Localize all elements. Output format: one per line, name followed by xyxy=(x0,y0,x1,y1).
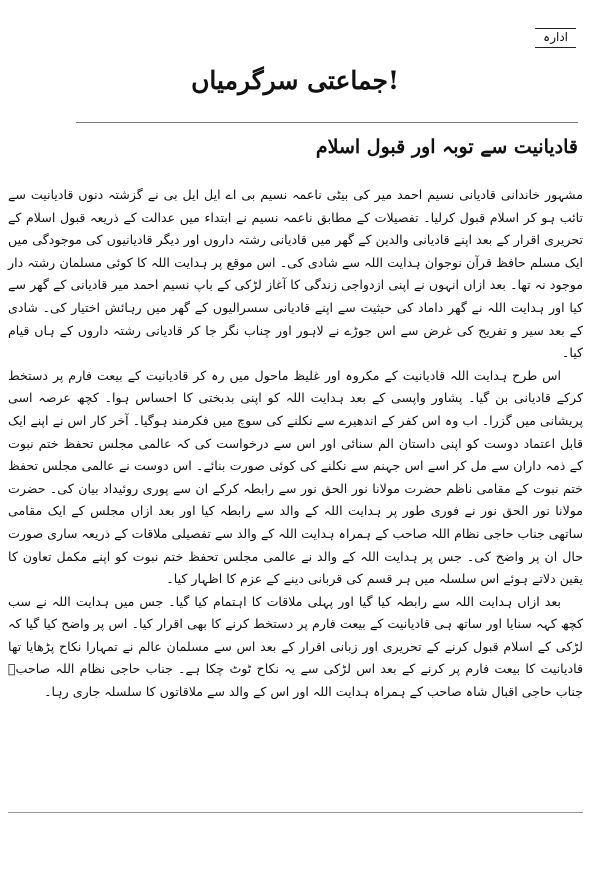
article-subheading: قادیانیت سے توبہ اور قبول اسلام xyxy=(315,136,578,158)
divider-bottom xyxy=(8,812,583,813)
paragraph-1: مشہور خاندانی قادیانی نسیم احمد میر کی بیٹی ناعمہ نسیم بی اے ایل ایل بی نے گزشتہ دنوں قادیانیت سے تائب ہو کر اسلام قبول کرلیا۔ تفصیلات کے مطابق ناعمہ نسیم نے ابتداء میں عدالت کے ذریعہ قبول اسلام کے تحریری اقرار کے بعد اپنے قادیانی والدین کے گھر میں قادیانی رشتہ داروں اور دیگر قادیانیوں کی موجودگی میں ایک مسلم حافظ قرآن نوجوان ہدایت اللہ سے شادی کی۔ اس موقع پر ہدایت اللہ کا کوئی مسلمان رشتہ دار موجود نہ تھا۔ بعد ازاں انہوں نے اپنی ازدواجی زندگی کا آغاز لڑکی کے باپ نسیم احمد میر قادیانی کے گھر سے کیا اور ہدایت اللہ نے گھر داماد کی حیثیت سے اپنے قادیانی سسرالیوں کے گھر میں رہائش اختیار کی۔ شادی کے بعد سیر و تفریح کی غرض سے اس جوڑے نے لاہور اور چناب نگر جا کر قادیانی رشتہ داروں کے ہاں قیام کیا۔ xyxy=(8,187,584,361)
article-body xyxy=(8,184,583,704)
divider-top xyxy=(76,122,578,123)
page-title: جماعتی سرگرمیاں! xyxy=(191,66,399,95)
paragraph-2: اس طرح ہدایت اللہ قادیانیت کے مکروہ اور غلیظ ماحول میں رہ کر قادیانیت کے بیعت فارم پر دستخط کرکے قادیانی بن گیا۔ پشاور واپسی کے بعد ہدایت اللہ کو اپنی بدبختی کا احساس ہوا۔ کچھ عرصہ اسی پریشانی میں گزرا۔ اب وہ اس کفر کے اندھیرے سے نکلنے کی سوچ میں فکرمند ہوگیا۔ آخر کار اس نے اپنے ایک قابل اعتماد دوست کو اپنی داستان الم سنائی اور اس سے درخواست کی کہ عالمی مجلس تحفظ ختم نبوت کے ذمہ داران سے مل کر اسے اس جہنم سے نکلنے کی کوئی صورت بنائے۔ اس دوست نے عالمی مجلس تحفظ ختم نبوت کے مقامی ناظم حضرت مولانا نور الحق نور سے رابطہ کرکے ان سے پوری روئیداد بیان کی۔ حضرت مولانا نور الحق نور نے فوری طور پر ہدایت اللہ کے والد سے رابطہ کیا اور بعد ازاں مجلس کے ایک مقامی ساتھی جناب حاجی نظام اللہ صاحب کے ہمراہ ہدایت اللہ کے والد سے تفصیلی ملاقات کے ذریعہ ساری صورت حال ان پر واضح کی۔ جس پر ہدایت اللہ کے والد نے عالمی مجلس تحفظ ختم نبوت کو اپنے مکمل تعاون کا یقین دلاتے ہوئے اس سلسلہ میں ہر قسم کی قربانی دینے کے عزم کا اظہار کیا۔ xyxy=(8,367,583,587)
section-tag: ادارہ xyxy=(535,28,576,48)
paragraph-3: بعد ازاں ہدایت اللہ سے رابطہ کیا گیا اور پہلی ملاقات کا اہتمام کیا گیا۔ جس میں ہدایت اللہ نے سب کچھ کہہ سنایا اور ساتھ ہی قادیانیت کے بیعت فارم پر دستخط کرنے کا بھی اقرار کیا۔ اس پر واضح کیا گیا کہ لڑکی کے اسلام قبول کرنے کے تحریری اور زبانی اقرار کے بعد اس سے مسلمان عالم نے تمہارا نکاح پڑھایا تھا قادیانیت کا بیعت فارم پر کرنے کے بعد اس لڑکی سے یہ نکاح ٹوٹ چکا ہے۔ جناب حاجی نظام اللہ صاحبؒ جناب حاجی اقبال شاہ صاحب کے ہمراہ ہدایت اللہ اور اس کے والد سے ملاقاتوں کا سلسلہ جاری رہا۔ xyxy=(8,593,583,700)
